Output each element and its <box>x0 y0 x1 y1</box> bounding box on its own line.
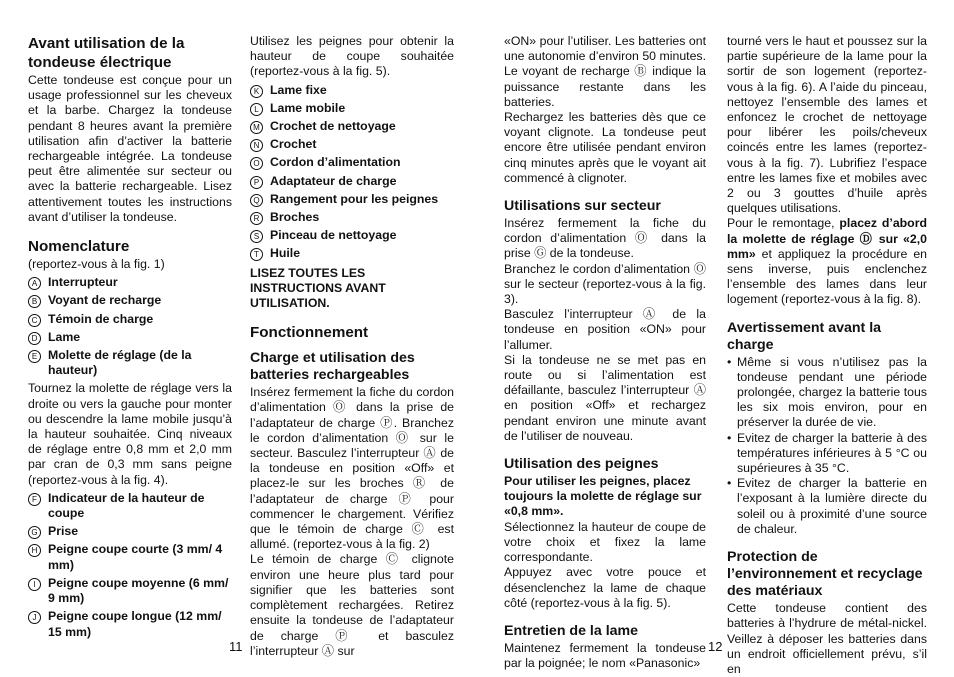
peignes-paragraph-1: Sélectionnez la hauteur de coupe de votre choix et fixez la lame correspondante. <box>504 519 706 565</box>
list-item <box>250 83 454 98</box>
list-item <box>250 155 454 170</box>
list-item-label: Lame fixe <box>270 82 327 97</box>
circled-letter-icon: T <box>250 248 263 261</box>
circled-letter-icon: H <box>28 544 41 557</box>
bullet-item <box>727 476 927 537</box>
circled-letter-icon: A <box>28 277 41 290</box>
circled-letter-icon: Q <box>250 194 263 207</box>
circled-letter-icon: N <box>250 139 263 152</box>
column-4 <box>727 34 927 677</box>
environment-paragraph: Cette tondeuse contient des batteries à l’hydrure de métal-nickel. Veillez à déposer les batteries dans un endroit officiellement prévu, s’il en <box>727 601 927 676</box>
list-item <box>28 576 232 606</box>
circled-letter-icon: F <box>28 493 41 506</box>
recharge-paragraph: Rechargez les batteries dès que ce voyant clignote. La tondeuse peut encore être utilisée pendant environ cinq minutes après que le voyant ait commencé à clignoter. <box>504 110 706 185</box>
list-item <box>250 137 454 152</box>
circled-letter-icon: J <box>28 611 41 624</box>
heading-charge-batteries: Charge et utilisation des batteries rechargeables <box>250 350 415 384</box>
circled-letter-icon: M <box>250 121 263 134</box>
list-item-label: Indicateur de la hauteur de coupe <box>48 490 205 521</box>
bullet-text: Même si vous n’utilisez pas la tondeuse pendant une période prolongée, chargez la batterie tous les six mois environ, pour en préserver la durée de vie. <box>737 354 927 430</box>
bullet-text: Evitez de charger la batterie à des températures inférieures à 5 °C ou supérieures à 35 °C. <box>737 430 927 476</box>
list-item-label: Peigne coupe moyenne (6 mm/ 9 mm) <box>48 575 229 606</box>
column-3 <box>504 34 706 671</box>
circled-letter-icon: R <box>250 212 263 225</box>
warning-caps-text: LISEZ TOUTES LES INSTRUCTIONS AVANT UTILISATION. <box>250 265 386 311</box>
peignes-paragraph-2: Appuyez avec votre pouce et désenclenchez la lame de chaque côté (reportez-vous à la fig. 5). <box>504 565 706 610</box>
nomenclature-list-c <box>250 83 454 262</box>
page-number-left: 11 <box>229 639 243 654</box>
entretien-paragraph: Maintenez fermement la tondeuse par la poignée; le nom «Panasonic» <box>504 640 706 671</box>
circled-letter-icon: S <box>250 230 263 243</box>
heading-avant-utilisation: Avant utilisation de la tondeuse électrique <box>28 35 185 71</box>
list-item <box>28 293 232 308</box>
bullet-dot-icon: • <box>727 430 732 445</box>
list-item-label: Lame mobile <box>270 100 346 115</box>
list-item-label: Témoin de charge <box>48 311 154 326</box>
nomenclature-list-b <box>28 491 232 640</box>
list-item-label: Huile <box>270 246 301 261</box>
list-item-label: Rangement pour les peignes <box>270 191 439 206</box>
list-item <box>250 174 454 189</box>
list-item <box>28 609 232 639</box>
list-item-label: Prise <box>48 524 79 539</box>
peignes-bold-instruction: Pour utiliser les peignes, placez toujours la molette de réglage sur «0,8 mm». <box>504 474 702 519</box>
list-item <box>28 275 232 290</box>
list-item-label: Voyant de recharge <box>48 293 162 308</box>
list-item-label: Peigne coupe courte (3 mm/ 4 mm) <box>48 542 223 572</box>
list-item <box>250 192 454 207</box>
list-item <box>250 101 454 116</box>
battery-autonomy-paragraph: «ON» pour l’utiliser. Les batteries ont une autonomie d’environ 50 minutes. Le voyant de recharge Ⓑ indique la puissance restante dans les batteries. <box>504 34 706 109</box>
heading-nomenclature: Nomenclature <box>28 238 130 256</box>
list-item <box>250 210 454 225</box>
nomenclature-list-a <box>28 275 232 378</box>
circled-letter-icon: D <box>28 332 41 345</box>
blade-cleaning-paragraph: tourné vers le haut et poussez sur la partie supérieure de la lame pour la sortir de son logement (reportez-vous à la fig. 6). A l’aide du pinceau, nettoyez l’ensemble des lames et enfoncez le crochet de nettoyage pour libérer les poils/cheveux coincés entre les lames (reportez-vous à la fig. 7). Lubrifiez l’espace entre les lames fixe et mobiles avec 2 ou 3 gouttes d’huile après quelques utilisations. <box>727 34 927 216</box>
list-item-label: Peigne coupe longue (12 mm/ 15 mm) <box>48 609 222 639</box>
heading-utilisation-secteur: Utilisations sur secteur <box>504 198 661 215</box>
circled-letter-icon: C <box>28 314 41 327</box>
circled-letter-icon: B <box>28 295 41 308</box>
secteur-paragraph-4: Si la tondeuse ne se met pas en route ou si l’alimentation est défaillante, basculez l’interrupteur Ⓐ en position «Off» et rechargez pendant environ une minute avant de l’utiliser de nouveau. <box>504 352 706 443</box>
secteur-paragraph-3: Basculez l’interrupteur Ⓐ de la tondeuse en position «ON» pour l’allumer. <box>504 307 706 352</box>
blink-paragraph: Le témoin de charge Ⓒ clignote environ une heure plus tard pour signifier que les batteries sont complètement rechargées. Retirez ensuite la tondeuse de l’adaptateur de charge Ⓟ et basculez l’interrupteur Ⓐ sur <box>250 552 454 658</box>
comb-paragraph: Utilisez les peignes pour obtenir la hauteur de coupe souhaitée (reportez-vous à la fig. 5). <box>250 34 454 79</box>
heading-entretien-lame: Entretien de la lame <box>504 622 639 639</box>
list-item <box>28 312 232 327</box>
remontage-text-start: Pour le remontage, <box>727 216 840 231</box>
list-item <box>28 330 232 345</box>
list-item-label: Interrupteur <box>48 275 118 290</box>
list-item-label: Crochet de nettoyage <box>270 119 396 134</box>
circled-letter-icon: I <box>28 578 41 591</box>
secteur-paragraph-1: Insérez fermement la fiche du cordon d’alimentation Ⓞ dans la prise Ⓖ de la tondeuse. <box>504 216 706 261</box>
list-item-label: Cordon d’alimentation <box>270 155 401 170</box>
heading-avertissement: Avertissement avant la charge <box>727 319 882 353</box>
list-item-label: Crochet <box>270 137 317 152</box>
warning-bullets <box>727 355 927 537</box>
list-item-label: Pinceau de nettoyage <box>270 228 397 243</box>
list-item <box>28 542 232 572</box>
circled-letter-icon: K <box>250 85 263 98</box>
list-item <box>250 228 454 243</box>
list-item <box>250 119 454 134</box>
circled-letter-icon: G <box>28 526 41 539</box>
list-item-label: Adaptateur de charge <box>270 173 397 188</box>
list-item <box>28 348 232 378</box>
list-item-label: Lame <box>48 329 81 344</box>
column-1 <box>28 34 232 643</box>
list-item <box>28 491 232 521</box>
remontage-text-end: et appliquez la procédure en sens inverse, puis enclenchez l’ensemble des lames dans leur logement (reportez-vous à la fig. 8). <box>727 246 927 307</box>
bullet-item <box>727 355 927 431</box>
page-number-right: 12 <box>708 639 723 654</box>
circled-letter-icon: O <box>250 157 263 170</box>
intro-paragraph: Cette tondeuse est conçue pour un usage professionnel sur les cheveux et la barbe. Chargez la tondeuse pendant 8 heures avant la première utilisation afin d’activer la batterie rechargeable intégrée. La tondeuse peut être alimentée sur secteur ou avec la batterie rechargeable. Lisez attentivement toutes les instructions avant d’utiliser la tondeuse. <box>28 73 232 224</box>
secteur-paragraph-2: Branchez le cordon d’alimentation Ⓞ sur le secteur (reportez-vous à la fig. 3). <box>504 261 706 307</box>
remontage-paragraph <box>727 216 927 307</box>
list-item <box>28 524 232 539</box>
dial-paragraph: Tournez la molette de réglage vers la droite ou vers la gauche pour monter ou descendre la lame mobile jusqu’à la hauteur souhaitée. Cinq niveaux de réglage entre 0,8 mm et 2,0 mm par cran de 0,3 mm sans peigne (reportez-vous à la fig. 4). <box>28 381 232 487</box>
heading-utilisation-peignes: Utilisation des peignes <box>504 456 659 473</box>
column-2 <box>250 34 454 659</box>
heading-fonctionnement: Fonctionnement <box>250 324 369 342</box>
heading-protection-environnement: Protection de l’environnement et recyclage des matériaux <box>727 549 923 600</box>
circled-letter-icon: E <box>28 350 41 363</box>
bullet-dot-icon: • <box>727 476 732 491</box>
bullet-dot-icon: • <box>727 354 732 369</box>
circled-letter-icon: L <box>250 103 263 116</box>
bullet-item <box>727 431 927 477</box>
figure-reference: (reportez-vous à la fig. 1) <box>28 257 165 272</box>
remontage-text-bold: placez d’abord la molette de réglage Ⓓ sur «2,0 mm» <box>727 216 927 261</box>
bullet-text: Evitez de charger la batterie en l’exposant à la lumière directe du soleil ou à proximité d’une source de chaleur. <box>737 476 927 536</box>
list-item-label: Molette de réglage (de la hauteur) <box>48 348 192 378</box>
circled-letter-icon: P <box>250 176 263 189</box>
charge-paragraph: Insérez fermement la fiche du cordon d’alimentation Ⓞ dans la prise de l’adaptateur de charge Ⓟ. Branchez le cordon d’alimentation Ⓞ sur le secteur. Basculez l’interrupteur Ⓐ de la tondeuse en position «Off» et placez-le sur les broches Ⓡ de l’adaptateur de charge Ⓟ pour commencer le chargement. Vérifiez que le témoin de charge Ⓒ est allumé. (reportez-vous à la fig. 2) <box>250 385 454 552</box>
list-item <box>250 246 454 261</box>
list-item-label: Broches <box>270 210 320 225</box>
